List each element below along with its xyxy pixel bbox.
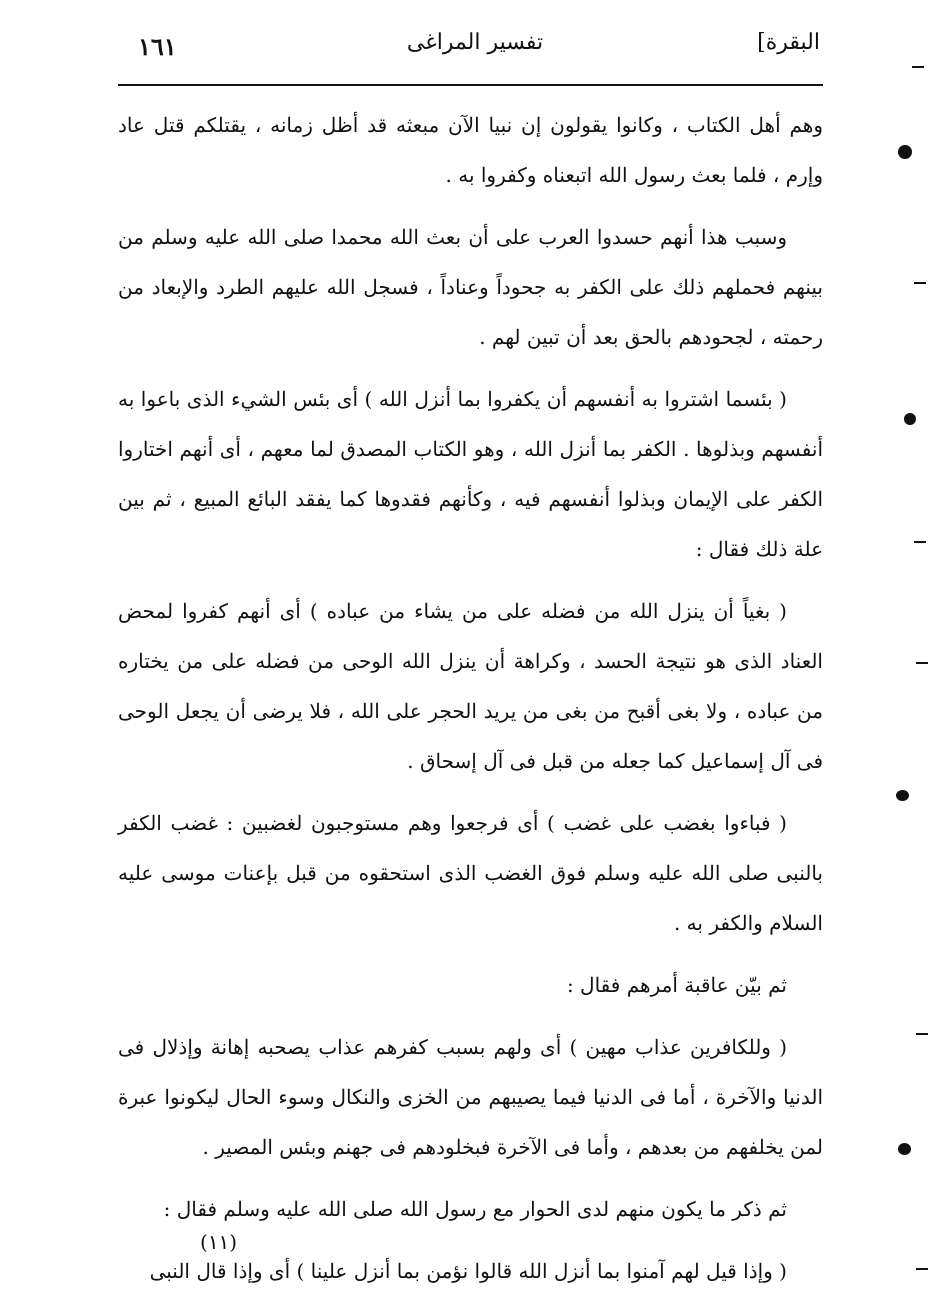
paragraph-6: ثم بيّن عاقبة أمرهم فقال : — [566, 973, 787, 997]
scan-blot — [904, 413, 916, 425]
paragraph-1: وهم أهل الكتاب ، وكانوا يقولون إن نبيا الآن مبعثه قد أظل زمانه ، يقتلكم قتل عاد وإرم ، فلما بعث رسول الله اتبعناه وكفروا به . — [118, 113, 823, 187]
paragraph-2: وسبب هذا أنهم حسدوا العرب على أن بعث الله محمدا صلى الله عليه وسلم من بينهم فحملهم ذلك على الكفر به جحوداً وعناداً ، فسجل الله عليهم الطرد والإبعاد من رحمته ، لجحودهم بالحق بعد أن تبين لهم . — [118, 225, 823, 349]
scan-mark — [916, 1268, 928, 1270]
scan-mark — [912, 66, 924, 68]
page-body — [118, 100, 823, 1308]
paragraph-8: ثم ذكر ما يكون منهم لدى الحوار مع رسول الله صلى الله عليه وسلم فقال : — [163, 1197, 787, 1221]
paragraph-3: ( بئسما اشتروا به أنفسهم أن يكفروا بما أنزل الله ) أى بئس الشيء الذى باعوا به أنفسهم وبذلوها . الكفر بما أنزل الله ، وهو الكتاب المصدق لما معهم ، أى أنهم اختاروا الكفر على الإيمان وبذلوا أنفسهم فيه ، وكأنهم فقدوها كما يفقد البائع المبيع ، ثم بين علة ذلك فقال : — [118, 387, 823, 561]
header-rule — [118, 84, 823, 86]
scan-blot — [898, 145, 912, 159]
signature-mark: (١١) — [200, 1230, 238, 1254]
page-header — [130, 30, 820, 82]
book-title: تفسير المراغى — [406, 30, 544, 55]
paragraph-5: ( فباءوا بغضب على غضب ) أى فرجعوا وهم مستوجبون لغضبين : غضب الكفر بالنبى صلى الله عليه وسلم فوق الغضب الذى استحقوه من قبل بإعنات موسى عليه السلام والكفر به . — [118, 811, 824, 935]
paragraph-9: ( وإذا قيل لهم آمنوا بما أنزل الله قالوا نؤمن بما أنزل علينا ) أى وإذا قال النبى — [149, 1259, 787, 1283]
scan-blot — [896, 790, 909, 801]
page-number: ١٦١ — [138, 32, 177, 61]
scan-mark — [914, 541, 926, 543]
scan-mark — [916, 662, 928, 664]
scan-mark — [914, 282, 926, 284]
scan-blot — [898, 1143, 911, 1155]
scan-mark — [916, 1033, 928, 1035]
paragraph-7: ( وللكافرين عذاب مهين ) أى ولهم بسبب كفرهم عذاب يصحبه إهانة وإذلال فى الدنيا والآخرة ، أما فى الدنيا فيما يصيبهم من الخزى والنكال وسوء الحال ليكونوا عبرة لمن يخلفهم من بعدهم ، وأما فى الآخرة فبخلودهم فى جهنم وبئس المصير . — [118, 1035, 823, 1159]
paragraph-4: ( بغياً أن ينزل الله من فضله على من يشاء من عباده ) أى أنهم كفروا لمحض العناد الذى هو نتيجة الحسد ، وكراهة أن ينزل الله الوحى من فضله على من يختاره من عباده ، ولا بغى أقبح من بغى من يريد الحجر على الله ، فلا يرضى أن يجعل الوحى فى آل إسماعيل كما جعله من قبل فى آل إسحاق . — [118, 599, 823, 773]
surah-name: البقرة] — [757, 30, 820, 55]
